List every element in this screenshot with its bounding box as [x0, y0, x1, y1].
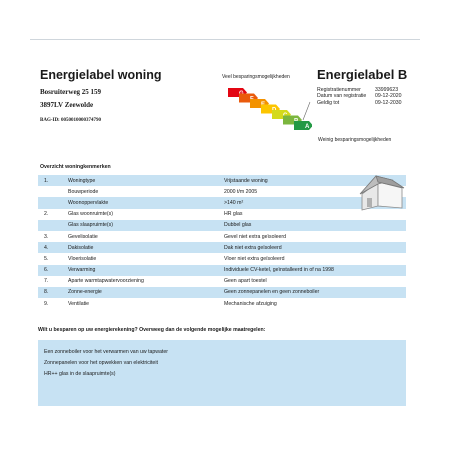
current-label-pointer	[303, 102, 310, 120]
energy-label-title: Energielabel B	[317, 67, 408, 82]
characteristic-name: Gevelisolatie	[62, 231, 218, 242]
row-number: 9.	[38, 298, 62, 309]
row-number: 1.	[38, 175, 62, 186]
characteristic-value: HR glas	[218, 209, 406, 220]
characteristic-name: Woonoppervlakte	[62, 197, 218, 208]
characteristic-name: Bouwperiode	[62, 186, 218, 197]
table-row	[38, 186, 406, 197]
characteristic-value: Dubbel glas	[218, 220, 406, 231]
characteristic-value: Vrijstaande woning	[218, 175, 406, 186]
valid-until: 09-12-2030	[375, 99, 402, 106]
label-step-letter: A	[305, 124, 310, 130]
registration-number: 33999623	[375, 87, 399, 93]
table-row	[38, 231, 406, 242]
row-number: 5.	[38, 253, 62, 264]
characteristic-name: Woningtype	[62, 175, 218, 186]
advice-question: Wilt u besparen op uw energierekening? Overweeg dan de volgende mogelijke maatregelen:	[38, 327, 266, 333]
address-city: 3897LV Zeewolde	[40, 101, 94, 109]
characteristic-value: Geen apart toestel	[218, 276, 406, 287]
characteristic-name: Zonne-energie	[62, 287, 218, 298]
characteristic-name: Verwarming	[62, 265, 218, 276]
table-row	[38, 298, 406, 309]
characteristic-value: Dak niet extra geïsoleerd	[218, 242, 406, 253]
characteristic-value: Individuele CV-ketel, geïnstalleerd in of na 1998	[218, 265, 406, 276]
characteristic-value: >140 m²	[218, 197, 406, 208]
characteristic-value: Geen zonnepanelen en geen zonneboiler	[218, 287, 406, 298]
characteristic-name: Glas woonruimte(s)	[62, 209, 218, 220]
registration-date-label: Datum van registratie	[317, 93, 367, 100]
fewer-savings-caption: Veel besparingsmogelijkheden	[222, 74, 290, 80]
characteristic-value: Vloer niet extra geïsoleerd	[218, 253, 406, 264]
row-number	[38, 197, 62, 208]
table-row	[38, 209, 406, 220]
bag-id: BAG-ID: 0050010000374790	[40, 118, 101, 123]
characteristic-value: Mechanische afzuiging	[218, 298, 406, 309]
table-row	[38, 242, 406, 253]
row-number	[38, 220, 62, 231]
table-row	[38, 287, 406, 298]
characteristic-name: Aparte warmtapwatervoorziening	[62, 276, 218, 287]
table-row	[38, 220, 406, 231]
house-icon	[358, 172, 406, 212]
label-step-a	[294, 121, 312, 130]
energy-label-chart	[220, 80, 312, 138]
address-street: Bosruiterweg 25 159	[40, 88, 102, 96]
characteristic-value: 2000 t/m 2005	[218, 186, 406, 197]
characteristic-name: Glas slaapruimte(s)	[62, 220, 218, 231]
row-number: 7.	[38, 276, 62, 287]
characteristic-name: Dakisolatie	[62, 242, 218, 253]
top-divider	[30, 39, 420, 40]
more-savings-caption: Weinig besparingsmogelijkheden	[318, 137, 392, 143]
row-number: 8.	[38, 287, 62, 298]
page-title: Energielabel woning	[40, 68, 162, 82]
table-row	[38, 265, 406, 276]
characteristic-name: Vloerisolatie	[62, 253, 218, 264]
characteristic-name: Ventilatie	[62, 298, 218, 309]
table-row	[38, 175, 406, 186]
valid-until-label: Geldig tot	[317, 99, 340, 106]
row-number: 4.	[38, 242, 62, 253]
measures-panel	[38, 340, 406, 406]
overview-heading: Overzicht woningkenmerken	[40, 164, 111, 170]
measure-item: Zonnepanelen voor het opwekken van elektriciteit	[44, 360, 158, 366]
row-number: 3.	[38, 231, 62, 242]
registration-number-label: Registratienummer	[317, 87, 361, 93]
table-row	[38, 197, 406, 208]
table-row	[38, 276, 406, 287]
row-number	[38, 186, 62, 197]
registration-info	[317, 87, 407, 106]
registration-date: 09-12-2020	[375, 93, 402, 100]
table-row	[38, 253, 406, 264]
measure-item: Een zonneboiler voor het verwarmen van uw tapwater	[44, 349, 168, 355]
characteristic-value: Gevel niet extra geïsoleerd	[218, 231, 406, 242]
row-number: 2.	[38, 209, 62, 220]
row-number: 6.	[38, 265, 62, 276]
measure-item: HR++ glas in de slaapruimte(s)	[44, 371, 116, 377]
characteristics-table	[38, 175, 406, 309]
